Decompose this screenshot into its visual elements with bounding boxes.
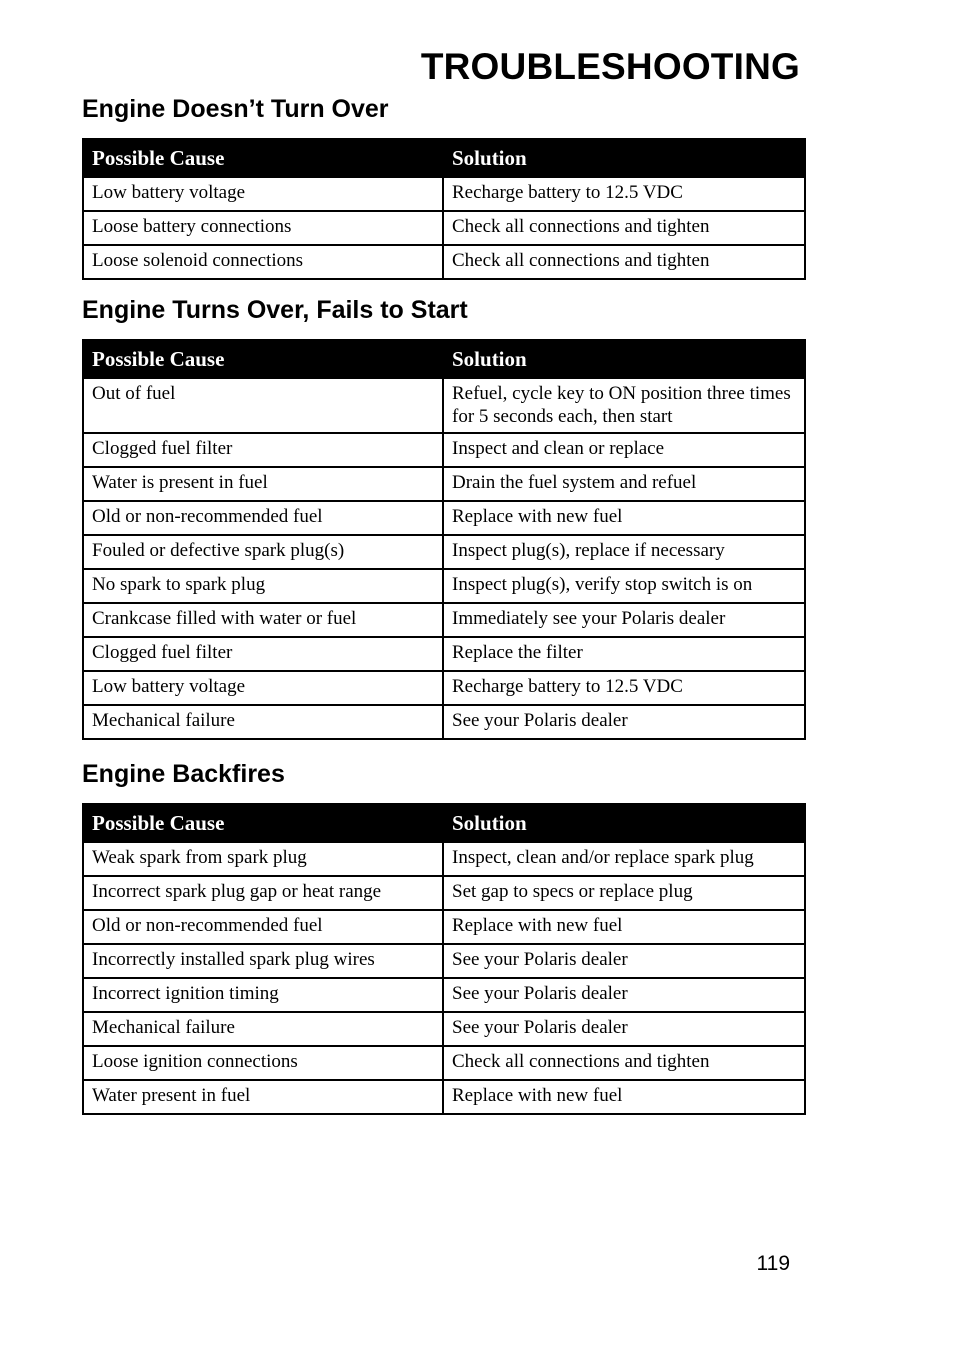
page-number: 119 [756,1252,790,1275]
table-row [83,211,805,245]
table-row [83,467,805,501]
troubleshooting-table [82,138,806,280]
column-header-solution: Solution [443,340,805,378]
table-row [83,944,805,978]
troubleshooting-table [82,803,806,1115]
cause-cell: No spark to spark plug [83,569,443,603]
table-header-row [83,139,805,177]
section-engine-doesnt-turn-over [82,94,804,280]
column-header-cause: Possible Cause [83,804,443,842]
table-header-row [83,804,805,842]
solution-cell: Refuel, cycle key to ON position three times for 5 seconds each, then start [443,378,805,433]
table-row [83,433,805,467]
cause-cell: Clogged fuel filter [83,433,443,467]
page-title: TROUBLESHOOTING [420,46,800,87]
table-header-row [83,340,805,378]
table-row [83,1012,805,1046]
solution-cell: Inspect plug(s), verify stop switch is on [443,569,805,603]
table-row [83,842,805,876]
cause-cell: Low battery voltage [83,671,443,705]
section-engine-backfires [82,759,804,1115]
table-row [83,378,805,433]
table-row [83,671,805,705]
cause-cell: Out of fuel [83,378,443,433]
table-row [83,535,805,569]
cause-cell: Low battery voltage [83,177,443,211]
cause-cell: Incorrect ignition timing [83,978,443,1012]
solution-cell: Check all connections and tighten [443,245,805,279]
table-row [83,603,805,637]
cause-cell: Water is present in fuel [83,467,443,501]
solution-cell: Inspect plug(s), replace if necessary [443,535,805,569]
column-header-cause: Possible Cause [83,139,443,177]
cause-cell: Old or non-recommended fuel [83,501,443,535]
cause-cell: Weak spark from spark plug [83,842,443,876]
section-heading: Engine Backfires [82,760,285,788]
cause-cell: Loose ignition connections [83,1046,443,1080]
solution-cell: Immediately see your Polaris dealer [443,603,805,637]
section-heading: Engine Turns Over, Fails to Start [82,296,468,324]
troubleshooting-table [82,339,806,740]
solution-cell: Replace the filter [443,637,805,671]
cause-cell: Mechanical failure [83,705,443,739]
solution-cell: See your Polaris dealer [443,705,805,739]
table-row [83,1080,805,1114]
table-row [83,910,805,944]
table-row [83,245,805,279]
solution-cell: See your Polaris dealer [443,978,805,1012]
cause-cell: Loose battery connections [83,211,443,245]
table-row [83,705,805,739]
table-row [83,177,805,211]
table-row [83,1046,805,1080]
column-header-solution: Solution [443,804,805,842]
table-row [83,569,805,603]
column-header-solution: Solution [443,139,805,177]
solution-cell: Replace with new fuel [443,501,805,535]
cause-cell: Incorrectly installed spark plug wires [83,944,443,978]
solution-cell: Recharge battery to 12.5 VDC [443,177,805,211]
solution-cell: Set gap to specs or replace plug [443,876,805,910]
solution-cell: Check all connections and tighten [443,1046,805,1080]
cause-cell: Incorrect spark plug gap or heat range [83,876,443,910]
table-row [83,637,805,671]
cause-cell: Old or non-recommended fuel [83,910,443,944]
cause-cell: Crankcase filled with water or fuel [83,603,443,637]
section-engine-turns-over-fails-to-start [82,295,804,740]
solution-cell: Check all connections and tighten [443,211,805,245]
cause-cell: Mechanical failure [83,1012,443,1046]
table-row [83,978,805,1012]
table-row [83,876,805,910]
solution-cell: Recharge battery to 12.5 VDC [443,671,805,705]
cause-cell: Loose solenoid connections [83,245,443,279]
solution-cell: Inspect and clean or replace [443,433,805,467]
cause-cell: Clogged fuel filter [83,637,443,671]
solution-cell: See your Polaris dealer [443,1012,805,1046]
column-header-cause: Possible Cause [83,340,443,378]
solution-cell: See your Polaris dealer [443,944,805,978]
solution-cell: Drain the fuel system and refuel [443,467,805,501]
table-row [83,501,805,535]
section-heading: Engine Doesn’t Turn Over [82,95,389,123]
solution-cell: Inspect, clean and/or replace spark plug [443,842,805,876]
cause-cell: Fouled or defective spark plug(s) [83,535,443,569]
solution-cell: Replace with new fuel [443,1080,805,1114]
cause-cell: Water present in fuel [83,1080,443,1114]
solution-cell: Replace with new fuel [443,910,805,944]
